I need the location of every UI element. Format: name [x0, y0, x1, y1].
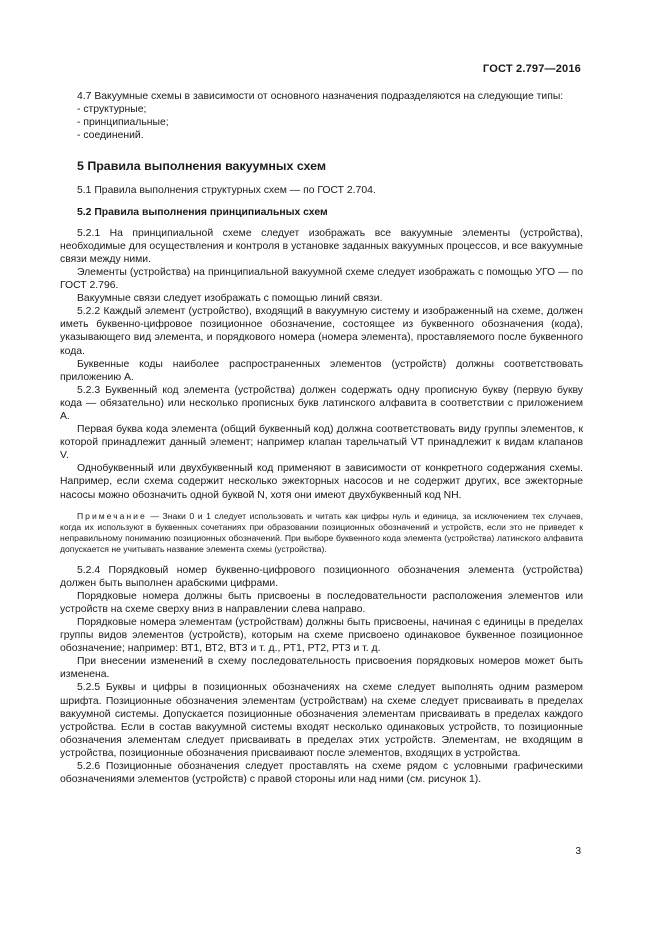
paragraph-5-2-3-c: Однобуквенный или двухбуквенный код применяют в зависимости от конкретного содержания схемы. Например, если схема содержит несколько эжекторных насосов и не содержит других, все эжекторные насосы можно обозначить одной буквой N, хотя они имеют двухбуквенный код NH. [60, 463, 583, 501]
paragraph-5-2-4: 5.2.4 Порядковый номер буквенно-цифрового позиционного обозначения элемента (устройства) должен быть выполнен арабскими цифрами. [60, 564, 583, 589]
paragraph-5-2-2: 5.2.2 Каждый элемент (устройство), входящий в вакуумную систему и изображенный на схеме, должен иметь буквенно-цифровое позиционное обозначение, состоящее из буквенного обозначения (кода), указывающего вид элемента, и порядкового номера (номера элемента), проставляемого после буквенного кода. [60, 306, 583, 357]
document-body [60, 90, 583, 786]
paragraph-5-2-4-d: При внесении изменений в схему последовательность присвоения порядковых номеров может быть изменена. [60, 656, 583, 681]
paragraph-5-2-5: 5.2.5 Буквы и цифры в позиционных обозначениях на схеме следует выполнять одним размером шрифта. Позиционные обозначения элементам (устройствам) на схеме следует присваивать в пределах вакуумной системы. Допускается позиционные обозначения элементам присваивать в пределах каждого устройства. Если в состав вакуумной системы входят несколько одинаковых устройств, то позиционные обозначения элементам следует присваивать в пределах этих устройств. Элементам, не входящим в устройства, позиционные обозначения присваивают после элементов, входящих в устройства. [60, 682, 583, 759]
paragraph-5-2-6: 5.2.6 Позиционные обозначения следует проставлять на схеме рядом с условными графическими обозначениями элементов (устройств) с правой стороны или над ними (см. рисунок 1). [60, 761, 583, 786]
paragraph-5-2-3: 5.2.3 Буквенный код элемента (устройства) должен содержать одну прописную букву (первую букву кода — обязательно) или несколько прописных букв латинского алфавита в соответствии с приложением А. [60, 384, 583, 422]
note [60, 511, 583, 555]
paragraph-4-7: 4.7 Вакуумные схемы в зависимости от основного назначения подразделяются на следующие типы: [77, 91, 564, 102]
paragraph-5-2-3-b: Первая буква кода элемента (общий буквенный код) должна соответствовать виду группы элементов, к которой принадлежит данный элемент; например клапан тарельчатый VT принадлежит к видам клапанов V. [60, 424, 583, 462]
paragraph-5-1: 5.1 Правила выполнения структурных схем — по ГОСТ 2.704. [77, 185, 376, 197]
section-5-title: 5 Правила выполнения вакуумных схем [77, 159, 327, 174]
page-number: 3 [575, 846, 581, 857]
paragraph-5-2-1: 5.2.1 На принципиальной схеме следует изображать все вакуумные элементы (устройства), необходимые для осуществления и контроля в установке заданных вакуумных процессов, и все вакуумные связи между ними. [60, 227, 583, 265]
paragraph-5-2-4-b: Порядковые номера должны быть присвоены в последовательности расположения элементов или устройств на схеме сверху вниз в направлении слева направо. [60, 590, 583, 615]
list-item-principal: - принципиальные; [77, 117, 169, 129]
paragraph-5-2-4-c: Порядковые номера элементам (устройствам) должны быть присвоены, начиная с единицы в пределах группы видов элементов (устройств), которым на схеме присвоено одинаковое буквенное позиционное обозначение; например: ВТ1, ВТ2, ВТ3 и т. д., РТ1, РТ2, РТ3 и т. д. [60, 617, 583, 655]
note-text: — Знаки 0 и 1 следует использовать и читать как цифры нуль и единица, за исключением тех случаев, когда их используют в буквенных сочетаниях при образовании позиционных обозначений и устройств, если это не приведет к неправильному пониманию позиционных обозначений. При выборе буквенного кода элемента (устройства) латинского алфавита допускается не учитывать название элемента схемы (устройства). [60, 510, 583, 554]
standard-header: ГОСТ 2.797—2016 [482, 63, 581, 75]
subsection-5-2-title: 5.2 Правила выполнения принципиальных схем [77, 206, 328, 218]
list-item-connections: - соединений. [77, 130, 144, 142]
paragraph-5-2-1-c: Вакуумные связи следует изображать с помощью линий связи. [77, 293, 383, 305]
note-label: Примечание [77, 510, 147, 521]
list-item-structural: - структурные; [77, 104, 147, 116]
paragraph-5-2-2-b: Буквенные коды наиболее распространенных элементов (устройств) должны соответствовать приложению А. [60, 358, 583, 383]
paragraph-5-2-1-b: Элементы (устройства) на принципиальной вакуумной схеме следует изображать с помощью УГО — по ГОСТ 2.796. [60, 266, 583, 292]
